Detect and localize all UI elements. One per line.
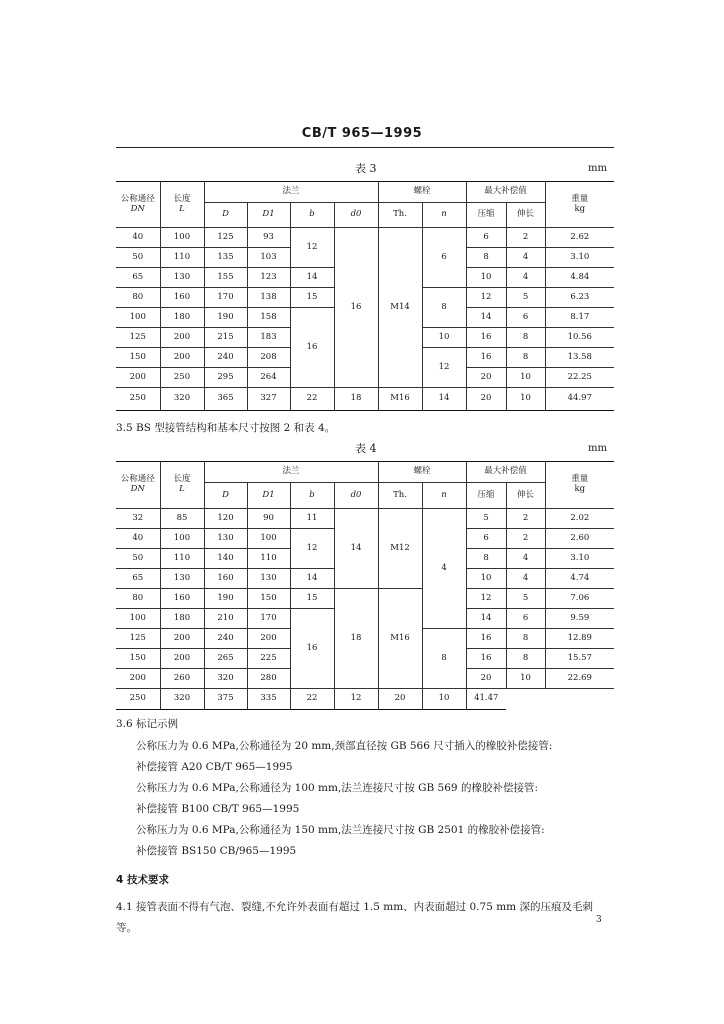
cell: 240	[204, 348, 247, 368]
cell: 10	[466, 268, 506, 288]
cell: 8	[422, 288, 466, 328]
cell: 80	[116, 288, 160, 308]
cell: 100	[247, 529, 290, 549]
cell: 22	[290, 689, 334, 710]
cell: 130	[160, 268, 204, 288]
cell: 16	[334, 228, 378, 388]
cell: 22.25	[545, 368, 614, 388]
header-b: b	[290, 203, 334, 228]
cell: 20	[466, 388, 506, 411]
header-dn: 公称通径 DN	[116, 182, 160, 228]
cell: 180	[160, 308, 204, 328]
header-flange: 法兰	[204, 182, 378, 203]
header-stretch: 伸长	[506, 203, 545, 228]
header-stretch: 伸长	[506, 483, 545, 509]
cell: 2.60	[545, 529, 614, 549]
cell: 210	[204, 609, 247, 629]
header-comp: 最大补偿值	[466, 462, 545, 483]
cell: 22.69	[545, 669, 614, 689]
cell: 264	[247, 368, 290, 388]
header-comp: 最大补偿值	[466, 182, 545, 203]
header-rule	[116, 147, 614, 148]
cell: 8	[466, 248, 506, 268]
cell: 190	[204, 308, 247, 328]
cell: 183	[247, 328, 290, 348]
cell: 12	[334, 689, 378, 710]
cell: 170	[247, 609, 290, 629]
cell: 125	[116, 328, 160, 348]
cell: 11	[290, 509, 334, 529]
table-row	[116, 589, 614, 609]
cell: 250	[160, 368, 204, 388]
cell: 140	[204, 549, 247, 569]
cell: 327	[247, 388, 290, 411]
example-line-1: 公称压力为 0.6 MPa,公称通径为 20 mm,颈部直径按 GB 566 尺寸插入的橡胶补偿接管:	[136, 740, 553, 752]
cell: 160	[160, 288, 204, 308]
cell: 200	[160, 348, 204, 368]
cell: 125	[204, 228, 247, 248]
cell: 32	[116, 509, 160, 529]
header-D: D	[204, 483, 247, 509]
cell: 4.84	[545, 268, 614, 288]
header-length: 长度 L	[160, 182, 204, 228]
cell: 208	[247, 348, 290, 368]
table-row	[116, 228, 614, 248]
table-row	[116, 388, 614, 411]
page-number: 3	[596, 915, 602, 925]
cell: 16	[290, 308, 334, 388]
cell: 16	[466, 649, 506, 669]
header-bolt: 螺栓	[378, 462, 466, 483]
section-4-title: 4 技术要求	[116, 874, 169, 886]
cell: 375	[204, 689, 247, 710]
table3-caption: 表 3	[355, 162, 377, 175]
cell: 5	[466, 509, 506, 529]
cell: 12	[466, 589, 506, 609]
cell: 14	[334, 509, 378, 589]
cell: 15.57	[545, 649, 614, 669]
table4-unit: mm	[588, 443, 607, 454]
cell: 200	[160, 328, 204, 348]
header-compress: 压缩	[466, 483, 506, 509]
cell: 160	[204, 569, 247, 589]
cell: 240	[204, 629, 247, 649]
cell: 15	[290, 288, 334, 308]
cell: 16	[290, 609, 334, 689]
cell: 100	[116, 308, 160, 328]
cell: 5	[506, 288, 545, 308]
cell: 2	[506, 529, 545, 549]
cell: 135	[204, 248, 247, 268]
cell: 13.58	[545, 348, 614, 368]
cell: 50	[116, 248, 160, 268]
cell: 40	[116, 529, 160, 549]
cell: 20	[466, 669, 506, 689]
cell: 190	[204, 589, 247, 609]
cell: 5	[506, 589, 545, 609]
cell: M12	[378, 509, 422, 589]
cell: 44.97	[545, 388, 614, 411]
cell: 130	[204, 529, 247, 549]
section-4-1-line-1: 4.1 接管表面不得有气泡、裂缝,不允许外表面有超过 1.5 mm、内表面超过 0.75 mm 深的压痕及毛刺	[116, 901, 593, 913]
cell: 14	[466, 609, 506, 629]
cell: 225	[247, 649, 290, 669]
cell: 9.59	[545, 609, 614, 629]
cell: 215	[204, 328, 247, 348]
section-3-5: 3.5 BS 型接管结构和基本尺寸按图 2 和表 4。	[116, 422, 336, 434]
cell: 8	[506, 649, 545, 669]
header-D1: D1	[247, 203, 290, 228]
cell: 14	[422, 388, 466, 411]
cell: 100	[160, 228, 204, 248]
cell: 10	[506, 368, 545, 388]
cell: 200	[160, 649, 204, 669]
cell: 10.56	[545, 328, 614, 348]
cell: M16	[378, 589, 422, 689]
cell: 65	[116, 268, 160, 288]
cell: 103	[247, 248, 290, 268]
cell: 158	[247, 308, 290, 328]
cell: 4	[422, 509, 466, 629]
header-D: D	[204, 203, 247, 228]
cell: 14	[290, 268, 334, 288]
cell: 365	[204, 388, 247, 411]
cell: 6	[422, 228, 466, 288]
cell: 7.06	[545, 589, 614, 609]
cell: 14	[466, 308, 506, 328]
example-line-5: 公称压力为 0.6 MPa,公称通径为 150 mm,法兰连接尺寸按 GB 2501 的橡胶补偿接管:	[136, 824, 545, 836]
cell: 4	[506, 248, 545, 268]
cell: 250	[116, 388, 160, 411]
cell: 50	[116, 549, 160, 569]
table3	[116, 181, 614, 411]
cell: 250	[116, 689, 160, 710]
header-length: 长度 L	[160, 462, 204, 509]
cell: 2.02	[545, 509, 614, 529]
cell: 20	[466, 368, 506, 388]
cell: 125	[116, 629, 160, 649]
cell: 6	[506, 308, 545, 328]
cell: 3.10	[545, 248, 614, 268]
cell: 280	[247, 669, 290, 689]
cell: 200	[160, 629, 204, 649]
cell: 110	[160, 549, 204, 569]
cell: 18	[334, 388, 378, 411]
cell: 3.10	[545, 549, 614, 569]
header-b: b	[290, 483, 334, 509]
cell: 150	[116, 649, 160, 669]
cell: 12	[290, 529, 334, 569]
header-th: Th.	[378, 203, 422, 228]
cell: 40	[116, 228, 160, 248]
cell: 8	[506, 629, 545, 649]
cell: 8	[506, 348, 545, 368]
cell: 6	[506, 609, 545, 629]
cell: 200	[247, 629, 290, 649]
cell: 4.74	[545, 569, 614, 589]
cell: 4	[506, 569, 545, 589]
cell: 16	[466, 629, 506, 649]
cell: 170	[204, 288, 247, 308]
cell: 93	[247, 228, 290, 248]
cell: 2	[506, 509, 545, 529]
cell: 20	[378, 689, 422, 710]
cell: 150	[116, 348, 160, 368]
cell: 6	[466, 228, 506, 248]
cell: 65	[116, 569, 160, 589]
table-row	[116, 689, 614, 710]
header-d0: d0	[334, 483, 378, 509]
table4	[116, 461, 614, 710]
cell: 85	[160, 509, 204, 529]
cell: 138	[247, 288, 290, 308]
cell: 100	[160, 529, 204, 549]
cell: 320	[160, 689, 204, 710]
cell: 110	[247, 549, 290, 569]
cell: 15	[290, 589, 334, 609]
table4-caption: 表 4	[355, 442, 377, 455]
cell: 100	[116, 609, 160, 629]
cell: 120	[204, 509, 247, 529]
cell: 8	[422, 629, 466, 689]
cell: 260	[160, 669, 204, 689]
cell: 320	[204, 669, 247, 689]
cell: 8	[506, 328, 545, 348]
cell: 12.89	[545, 629, 614, 649]
cell: 10	[506, 388, 545, 411]
cell: 2.62	[545, 228, 614, 248]
cell: 10	[466, 569, 506, 589]
cell: 12	[290, 228, 334, 268]
cell: 10	[422, 689, 466, 710]
cell: M16	[378, 388, 422, 411]
header-d0: d0	[334, 203, 378, 228]
cell: 16	[466, 348, 506, 368]
cell: 10	[422, 328, 466, 348]
cell: 200	[116, 669, 160, 689]
cell: 123	[247, 268, 290, 288]
example-line-6: 补偿接管 BS150 CB/965—1995	[136, 845, 297, 857]
page-header: CB/T 965—1995	[301, 126, 423, 141]
cell: 2	[506, 228, 545, 248]
cell: 8	[466, 549, 506, 569]
cell: 4	[506, 549, 545, 569]
cell: M14	[378, 228, 422, 388]
cell: 18	[334, 589, 378, 689]
cell: 16	[466, 328, 506, 348]
table3-unit: mm	[588, 163, 607, 174]
header-weight: 重量 kg	[545, 462, 614, 509]
cell: 10	[506, 669, 545, 689]
cell: 320	[160, 388, 204, 411]
header-th: Th.	[378, 483, 422, 509]
header-n: n	[422, 203, 466, 228]
cell: 14	[290, 569, 334, 589]
header-D1: D1	[247, 483, 290, 509]
header-n: n	[422, 483, 466, 509]
cell: 110	[160, 248, 204, 268]
cell: 130	[160, 569, 204, 589]
cell: 6.23	[545, 288, 614, 308]
cell: 130	[247, 569, 290, 589]
cell: 6	[466, 529, 506, 549]
table-row	[116, 509, 614, 529]
cell: 90	[247, 509, 290, 529]
cell: 200	[116, 368, 160, 388]
header-bolt: 螺栓	[378, 182, 466, 203]
cell: 22	[290, 388, 334, 411]
example-line-2: 补偿接管 A20 CB/T 965—1995	[136, 761, 293, 773]
cell: 150	[247, 589, 290, 609]
cell: 4	[506, 268, 545, 288]
example-line-4: 补偿接管 B100 CB/T 965—1995	[136, 803, 300, 815]
cell: 160	[160, 589, 204, 609]
cell: 295	[204, 368, 247, 388]
cell: 180	[160, 609, 204, 629]
cell: 41.47	[466, 689, 506, 710]
section-4-1-line-2: 等。	[116, 922, 137, 934]
cell: 265	[204, 649, 247, 669]
cell: 80	[116, 589, 160, 609]
header-weight: 重量 kg	[545, 182, 614, 228]
example-line-3: 公称压力为 0.6 MPa,公称通径为 100 mm,法兰连接尺寸按 GB 569 的橡胶补偿接管:	[136, 782, 538, 794]
section-3-6-title: 3.6 标记示例	[116, 718, 179, 730]
cell: 155	[204, 268, 247, 288]
cell: 12	[422, 348, 466, 388]
header-flange: 法兰	[204, 462, 378, 483]
cell: 12	[466, 288, 506, 308]
header-compress: 压缩	[466, 203, 506, 228]
header-dn: 公称通径 DN	[116, 462, 160, 509]
cell: 335	[247, 689, 290, 710]
cell: 8.17	[545, 308, 614, 328]
